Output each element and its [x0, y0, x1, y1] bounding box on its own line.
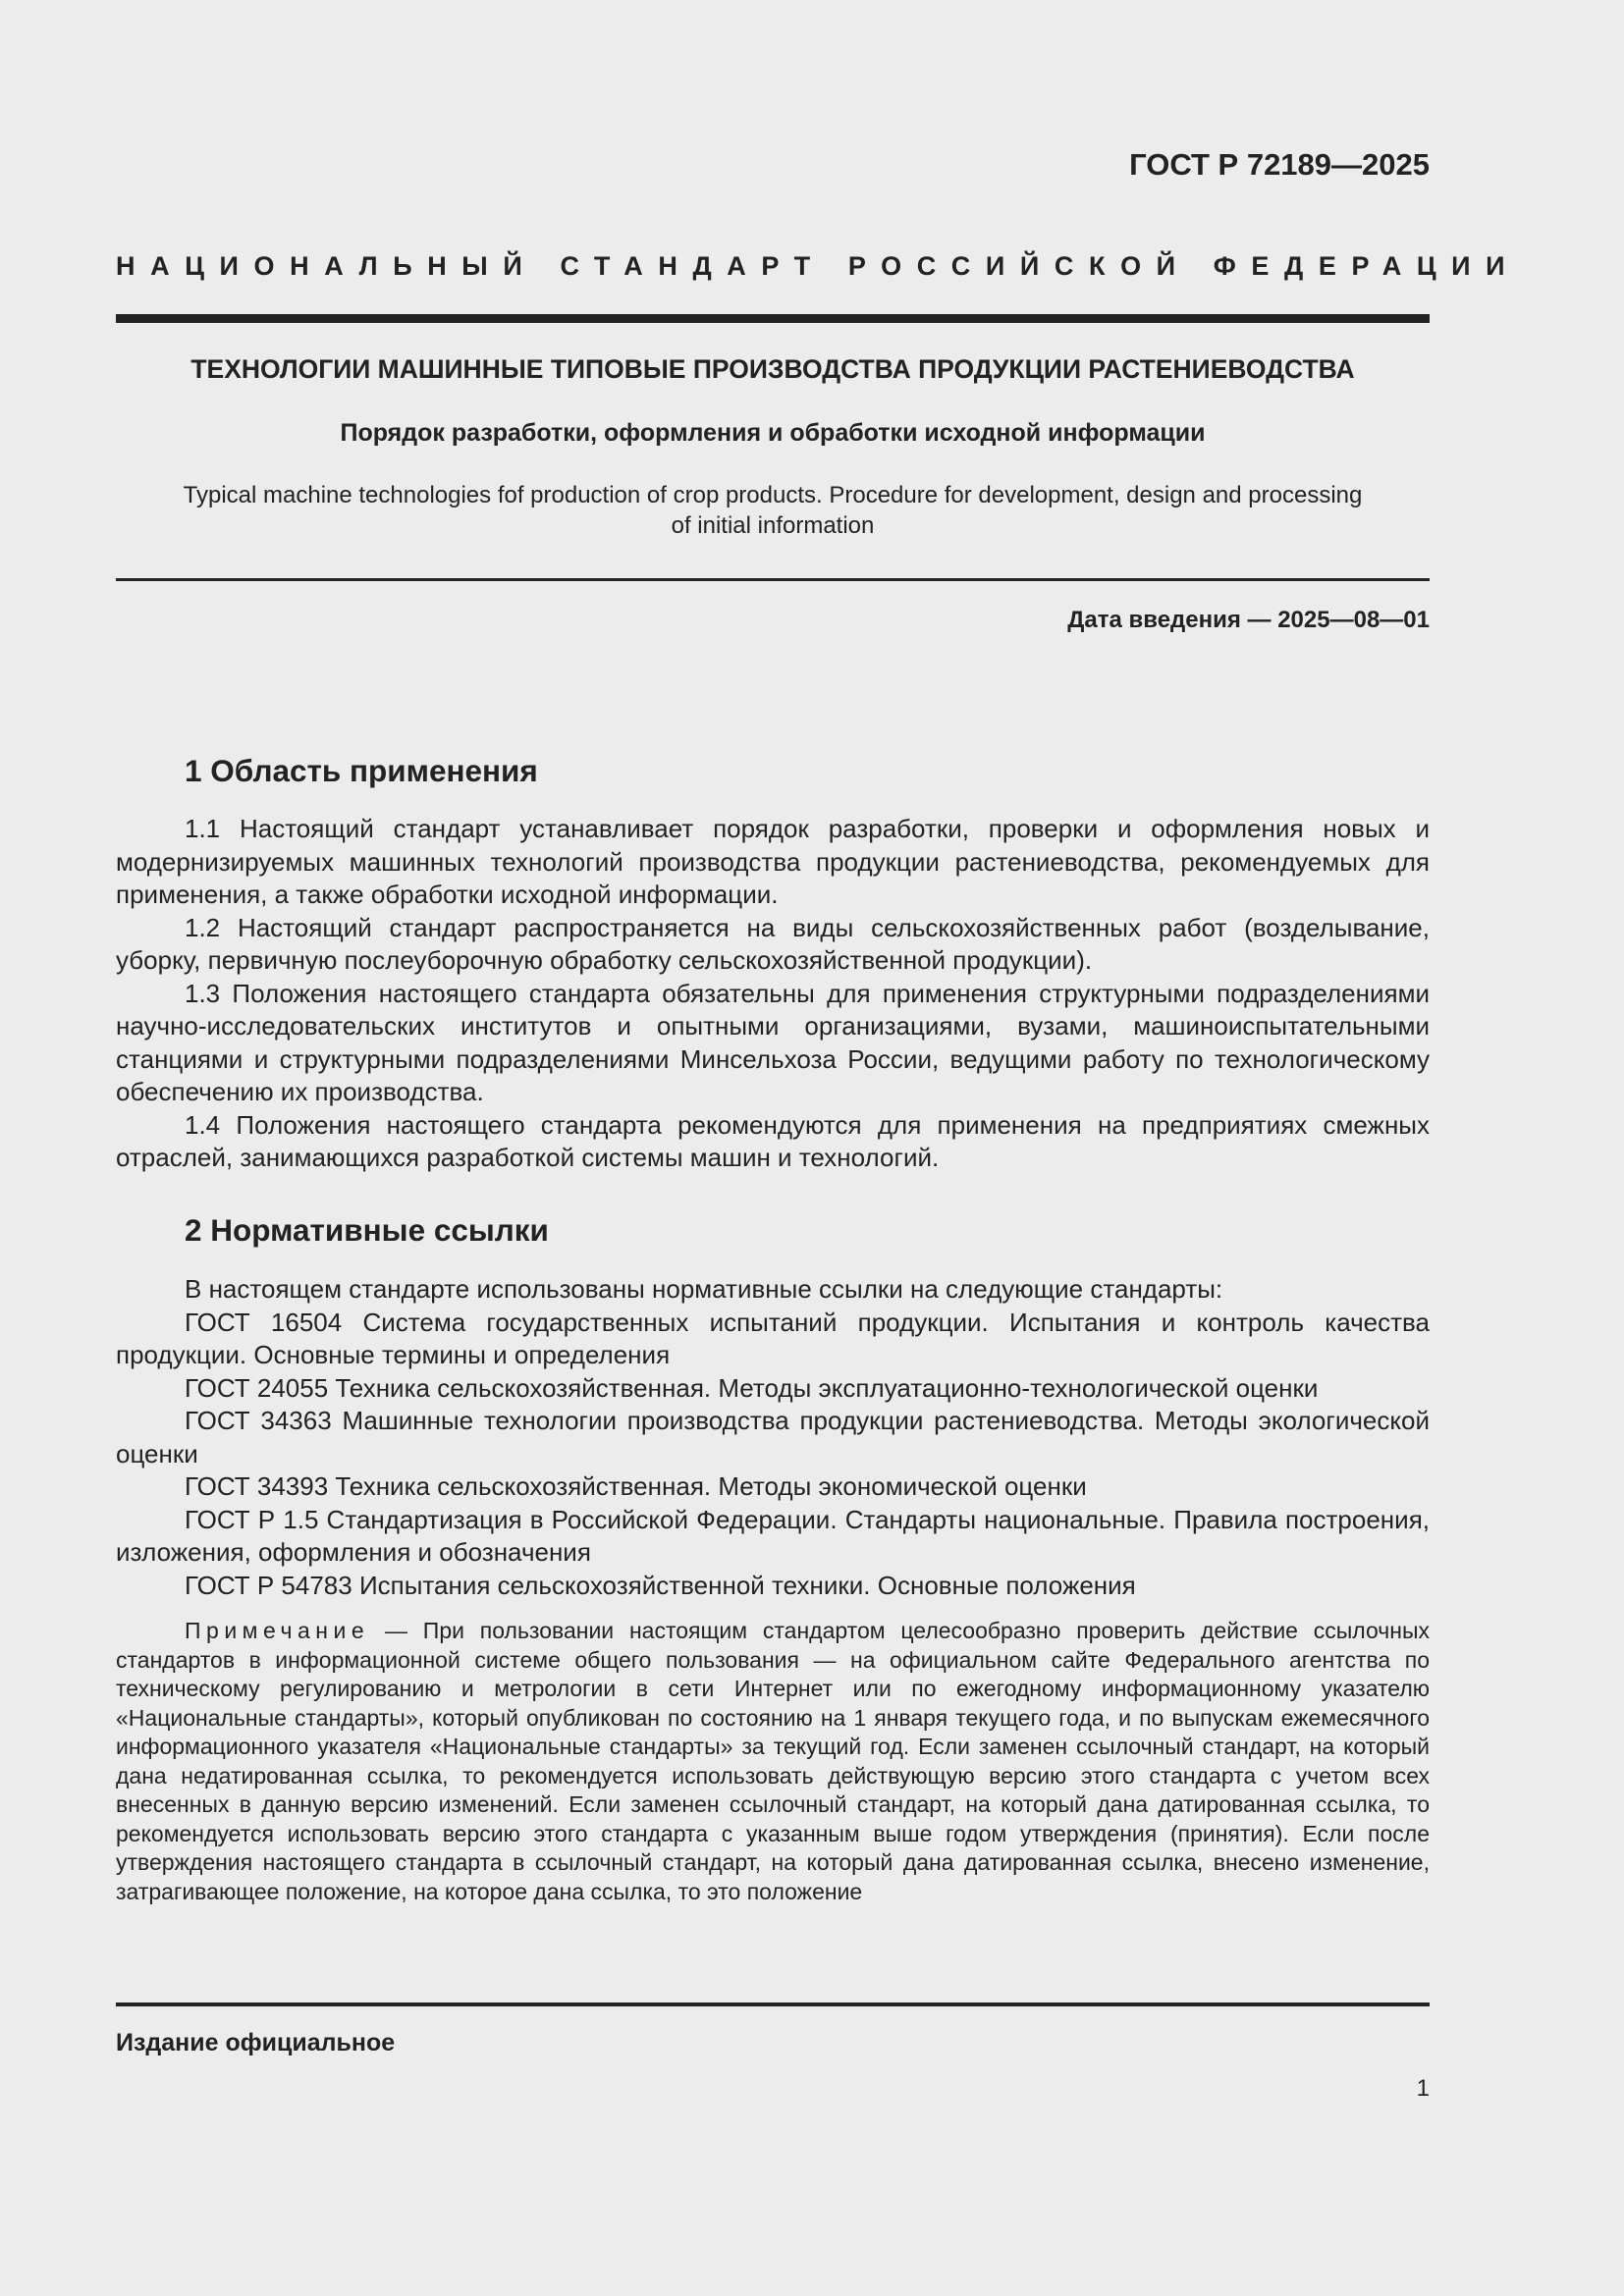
reference-gost-16504: ГОСТ 16504 Система государственных испытаний продукции. Испытания и контроль качества продукции. Основные термины и определения: [116, 1307, 1430, 1369]
reference-gost-24055: ГОСТ 24055 Техника сельскохозяйственная. Методы эксплуатационно-технологической оценки: [185, 1372, 1319, 1403]
page-number: 1: [1416, 2075, 1430, 2102]
english-title-line-2: of initial information: [671, 512, 875, 539]
english-title: [116, 480, 1430, 541]
paragraph-1-1: 1.1 Настоящий стандарт устанавливает порядок разработки, проверки и оформления новых и модернизируемых машинных технологий производства продукции растениеводства, рекомендуемых для применения, а также обработки исходной информации.: [116, 814, 1430, 909]
note-paragraph: [116, 1617, 1430, 1906]
note-label: Примечание: [185, 1618, 370, 1643]
section-1-heading: 1 Область применения: [185, 753, 538, 788]
section-1-body: [116, 813, 1430, 1175]
document-page: [116, 0, 1521, 2296]
reference-gost-34363: ГОСТ 34363 Машинные технологии производства продукции растениеводства. Методы экологической оценки: [116, 1406, 1430, 1468]
references-intro: В настоящем стандарте использованы нормативные ссылки на следующие стандарты:: [185, 1274, 1223, 1304]
paragraph-1-2: 1.2 Настоящий стандарт распространяется на виды сельскохозяйственных работ (возделывание, уборку, первичную послеуборочную обработку сельскохозяйственной продукции).: [116, 912, 1430, 975]
official-edition-label: Издание официальное: [116, 2029, 396, 2056]
reference-gost-r-54783: ГОСТ Р 54783 Испытания сельскохозяйственной техники. Основные положения: [185, 1570, 1136, 1600]
introduction-date: Дата введения — 2025—08—01: [1067, 607, 1430, 633]
national-standard-banner: НАЦИОНАЛЬНЫЙ СТАНДАРТ РОССИЙСКОЙ ФЕДЕРАЦИИ: [116, 251, 1521, 281]
paragraph-1-3: 1.3 Положения настоящего стандарта обязательны для применения структурными подразделениями научно-исследовательских институтов и опытными организациями, вузами, машиноиспытательными станциями и структурными подразделениями Минсельхоза России, ведущими работу по технологическому обеспечению их производства.: [116, 978, 1430, 1106]
english-title-line-1: Typical machine technologies fof production of crop products. Procedure for development, design and processing: [183, 482, 1363, 508]
document-number: ГОСТ Р 72189—2025: [1129, 147, 1430, 182]
section-2-heading: 2 Нормативные ссылки: [185, 1212, 549, 1248]
document-title: ТЕХНОЛОГИИ МАШИННЫЕ ТИПОВЫЕ ПРОИЗВОДСТВА ПРОДУКЦИИ РАСТЕНИЕВОДСТВА: [190, 354, 1355, 384]
section-2-body: [116, 1273, 1430, 1602]
footer-divider: [116, 2002, 1430, 2006]
header-divider: [116, 314, 1430, 323]
note-text: — При пользовании настоящим стандартом целесообразно проверить действие ссылочных стандартов в информационной системе общего пользования — на официальном сайте Федерального агентства по техническому регулированию и метрологии в сети Интернет или по ежегодному информационному указателю «Национальные стандарты», который опубликован по состоянию на 1 января текущего года, и по выпускам ежемесячного информационного указателя «Национальные стандарты» за текущий год. Если заменен ссылочный стандарт, на который дана недатированная ссылка, то рекомендуется использовать действующую версию этого стандарта с учетом всех внесенных в данную версию изменений. Если заменен ссылочный стандарт, на который дана датированная ссылка, то рекомендуется использовать версию этого стандарта с указанным выше годом утверждения (принятия). Если после утверждения настоящего стандарта в ссылочный стандарт, на который дана датированная ссылка, внесено изменение, затрагивающее положение, на которое дана ссылка, то это положение: [116, 1618, 1430, 1904]
reference-gost-r-1-5: ГОСТ Р 1.5 Стандартизация в Российской Федерации. Стандарты национальные. Правила построения, изложения, оформления и обозначения: [116, 1504, 1430, 1567]
reference-gost-34393: ГОСТ 34393 Техника сельскохозяйственная. Методы экономической оценки: [185, 1471, 1087, 1501]
title-divider: [116, 578, 1430, 581]
paragraph-1-4: 1.4 Положения настоящего стандарта рекомендуются для применения на предприятиях смежных отраслей, занимающихся разработкой системы машин и технологий.: [116, 1109, 1430, 1172]
document-subtitle: Порядок разработки, оформления и обработки исходной информации: [340, 419, 1206, 447]
